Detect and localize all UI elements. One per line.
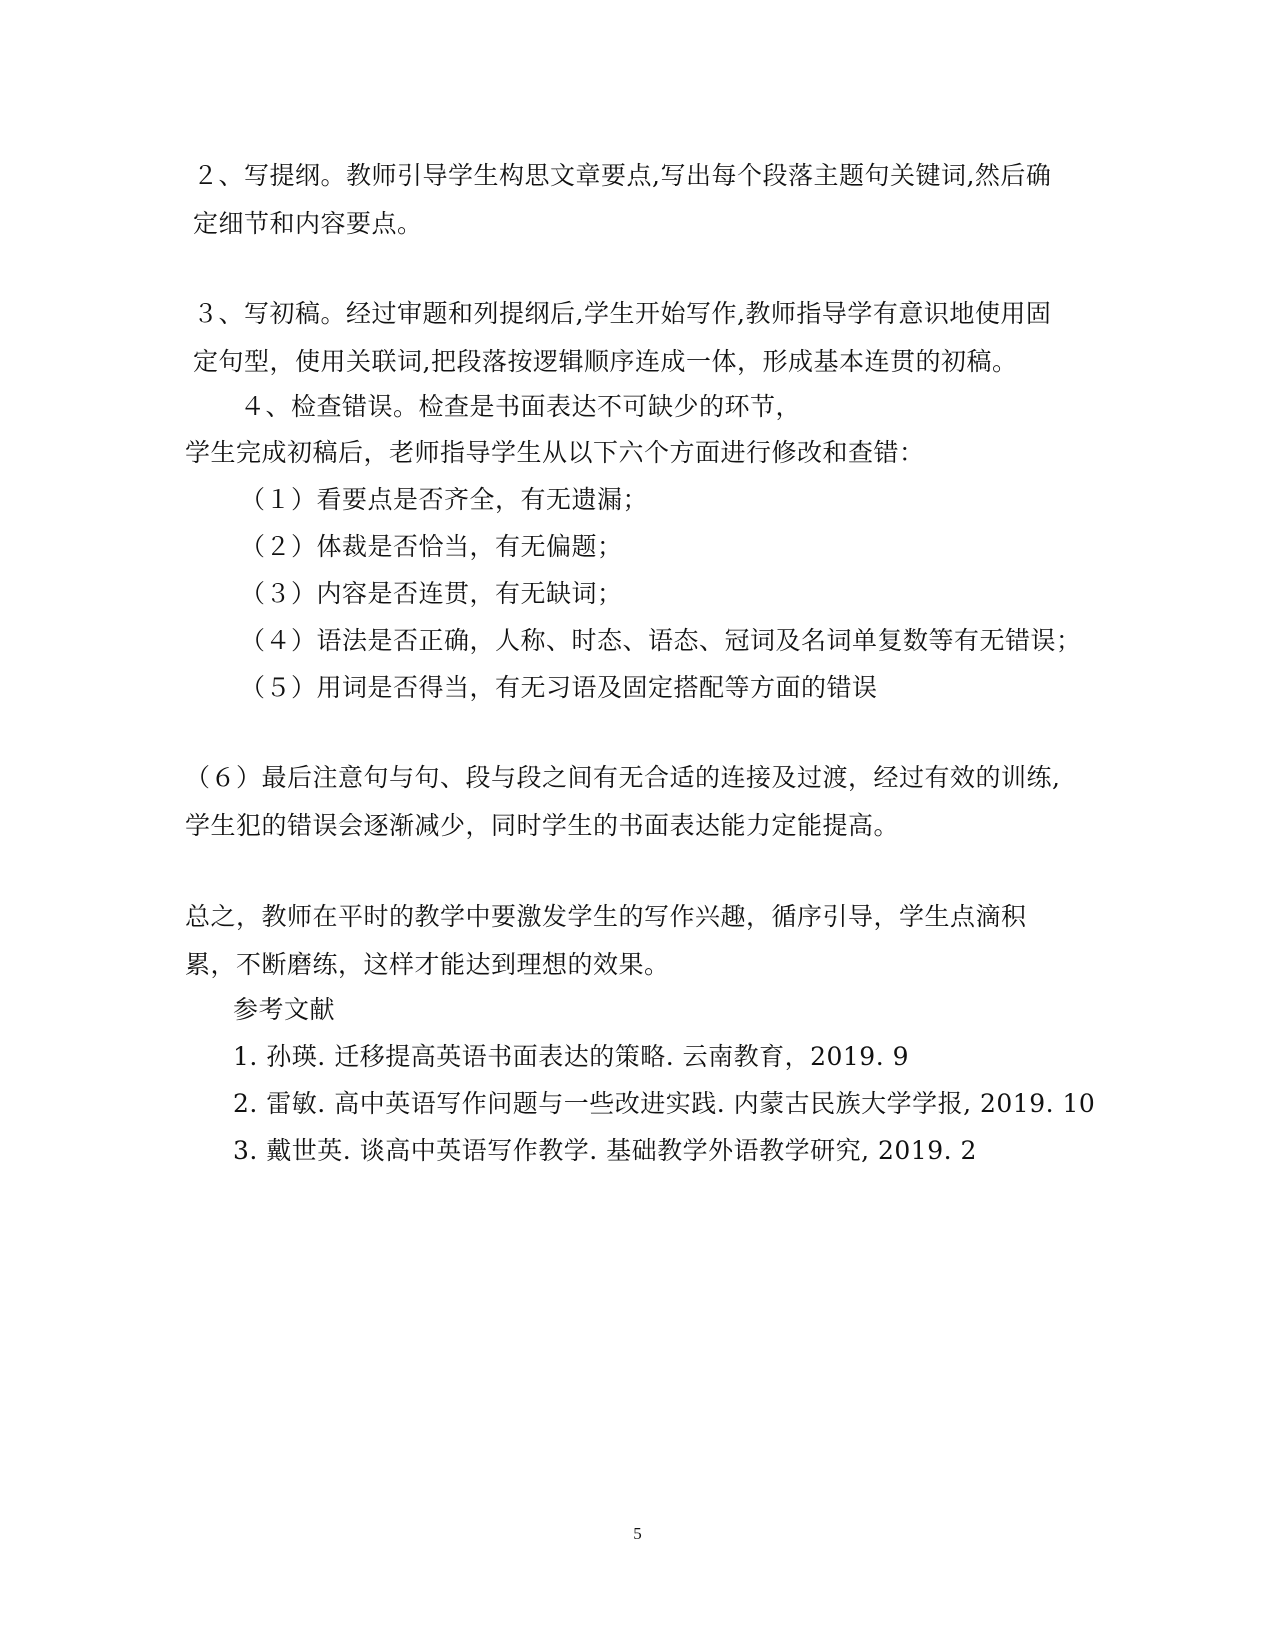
reference-item-2: 2. 雷敏. 高中英语写作问题与一些改进实践. 内蒙古民族大学学报, 2019. 10: [233, 1089, 1096, 1118]
step-4-check-errors-line-2: 学生完成初稿后，老师指导学生从以下六个方面进行修改和查错：: [185, 438, 925, 467]
reference-item-1: 1. 孙瑛. 迁移提高英语书面表达的策略. 云南教育，2019. 9: [233, 1042, 910, 1071]
paragraph-step-3-draft: ３、写初稿。经过审题和列提纲后,学生开始写作,教师指导学有意识地使用固定句型，使用关联词,把段落按逻辑顺序连成一体，形成基本连贯的初稿。: [193, 299, 1052, 376]
page-number: 5: [633, 1524, 642, 1543]
check-item-4: （４）语法是否正确，人称、时态、语态、冠词及名词单复数等有无错误；: [240, 626, 1082, 655]
step-4-check-errors-line-1: ４、检查错误。检查是书面表达不可缺少的环节，: [240, 392, 802, 421]
reference-item-3: 3. 戴世英. 谈高中英语写作教学. 基础教学外语教学研究, 2019. 2: [233, 1136, 977, 1165]
references-heading: 参考文献: [233, 995, 336, 1024]
check-item-2: （２）体裁是否恰当，有无偏题；: [240, 532, 623, 561]
paragraph-step-2-outline: ２、写提纲。教师引导学生构思文章要点,写出每个段落主题句关键词,然后确定细节和内容要点。: [193, 161, 1052, 238]
paragraph-summary: 总之，教师在平时的教学中要激发学生的写作兴趣，循序引导，学生点滴积累，不断磨练，这样才能达到理想的效果。: [185, 902, 1027, 979]
check-item-5: （５）用词是否得当，有无习语及固定搭配等方面的错误: [240, 673, 878, 702]
check-item-3: （３）内容是否连贯，有无缺词；: [240, 579, 623, 608]
check-item-1: （１）看要点是否齐全，有无遗漏；: [240, 485, 649, 514]
paragraph-check-item-6: （６）最后注意句与句、段与段之间有无合适的连接及过渡，经过有效的训练,学生犯的错误会逐渐减少，同时学生的书面表达能力定能提高。: [185, 763, 1061, 840]
